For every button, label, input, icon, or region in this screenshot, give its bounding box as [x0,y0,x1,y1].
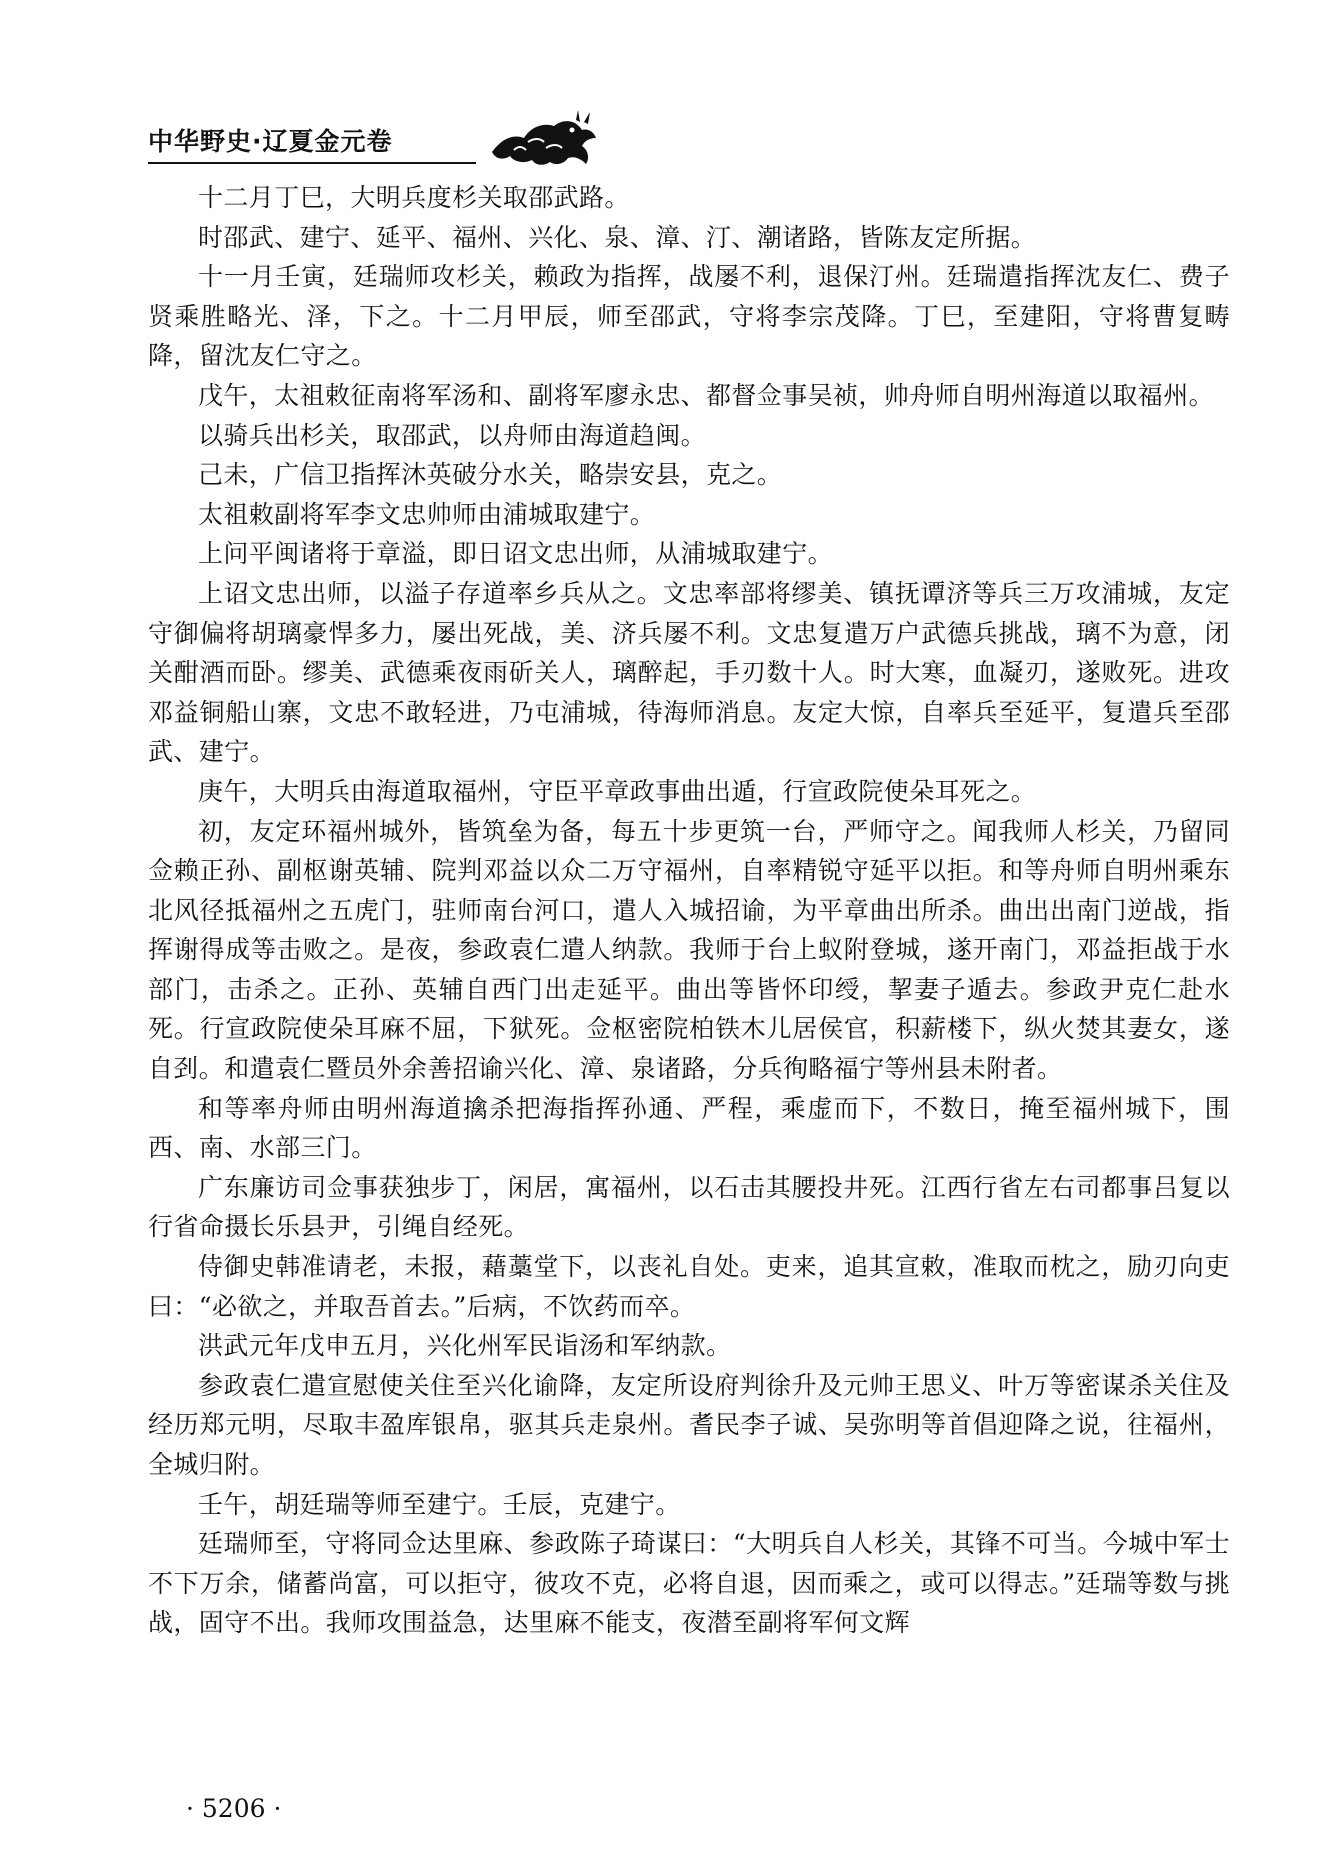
paragraph: 太祖敕副将军李文忠帅师由浦城取建宁。 [198,499,656,529]
paragraph: 以骑兵出杉关，取邵武，以舟师由海道趋闽。 [198,420,707,450]
paragraph: 和等率舟师由明州海道擒杀把海指挥孙通、严程，乘虚而下，不数日，掩至福州城下，围西、南、水部三门。 [148,1093,1230,1163]
paragraph: 廷瑞师至，守将同佥达里麻、参政陈子琦谋曰：“大明兵自人杉关，其锋不可当。今城中军士不下万余，储蓄尚富，可以拒守，彼攻不克，必将自退，因而乘之，或可以得志。”廷瑞等数与挑战，固守不出。我师攻围益急，达里麻不能支，夜潜至副将军何文辉 [148,1529,1230,1638]
body-text [148,178,1230,1643]
paragraph: 侍御史韩准请老，未报，藉藁堂下，以丧礼自处。吏来，追其宣敕，准取而枕之，励刃向吏曰：“必欲之，并取吾首去。”后病，不饮药而卒。 [148,1252,1230,1321]
paragraph: 己未，广信卫指挥沐英破分水关，略崇安县，克之。 [198,460,783,490]
paragraph: 十二月丁巳，大明兵度杉关取邵武路。 [198,183,630,212]
header-rule [148,162,476,164]
header-title: 中华野史·辽夏金元卷 [148,127,393,156]
paragraph: 参政袁仁遣宣慰使关住至兴化谕降，友定所设府判徐升及元帅王思义、叶万等密谋杀关住及经历郑元明，尽取丰盈库银帛，驱其兵走泉州。耆民李子诚、吴弥明等首倡迎降之说，往福州，全城归附。 [148,1370,1230,1479]
paragraph: 洪武元年戊申五月，兴化州军民诣汤和军纳款。 [198,1331,732,1361]
paragraph: 初，友定环福州城外，皆筑垒为备，每五十步更筑一台，严师守之。闻我师人杉关，乃留同佥赖正孙、副枢谢英辅、院判邓益以众二万守福州，自率精锐守延平以拒。和等舟师自明州乘东北风径抵福州之五虎门，驻师南台河口，遣人入城招谕，为平章曲出所杀。曲出出南门逆战，指挥谢得成等击败之。是夜，参政袁仁遣人纳款。我师于台上蚁附登城，遂开南门，邓益拒战于水部门，击杀之。正孙、英辅自西门出走延平。曲出等皆怀印绶，挈妻子遁去。参政尹克仁赴水死。行宣政院使朵耳麻不屈，下狱死。佥枢密院柏铁木儿居侯官，积薪楼下，纵火焚其妻女，遂自刭。和遣袁仁暨员外余善招谕兴化、漳、泉诸路，分兵徇略福宁等州县未附者。 [148,816,1230,1084]
page-number: · 5206 · [186,1794,282,1823]
page-header [148,118,1228,168]
paragraph: 广东廉访司佥事获独步丁，闲居，寓福州，以石击其腰投井死。江西行省左右司都事吕复以行省命摄长乐县尹，引绳自经死。 [148,1172,1230,1242]
paragraph: 上诏文忠出师，以溢子存道率乡兵从之。文忠率部将缪美、镇抚谭济等兵三万攻浦城，友定守御偏将胡璃豪悍多力，屡出死战，美、济兵屡不利。文忠复遣万户武德兵挑战，璃不为意，闭关酣酒而卧。缪美、武德乘夜雨斫关人，璃醉起，手刃数十人。时大寒，血凝刃，遂败死。进攻邓益铜船山寨，文忠不敢轻进，乃屯浦城，待海师消息。友定大惊，自率兵至延平，复遣兵至邵武、建宁。 [148,578,1230,767]
paragraph: 戊午，太祖敕征南将军汤和、副将军廖永忠、都督佥事吴祯，帅舟师自明州海道以取福州。 [198,380,1215,410]
paragraph: 时邵武、建宁、延平、福州、兴化、泉、漳、汀、潮诸路，皆陈友定所据。 [198,222,1037,252]
paragraph: 壬午，胡廷瑞等师至建宁。壬辰，克建宁。 [198,1489,681,1519]
paragraph: 十一月壬寅，廷瑞师攻杉关，赖政为指挥，战屡不利，退保汀州。廷瑞遣指挥沈友仁、费子贤乘胜略光、泽，下之。十二月甲辰，师至邵武，守将李宗茂降。丁巳，至建阳，守将曹复畴降，留沈友仁守之。 [148,262,1230,371]
dragon-emblem-icon [484,108,604,170]
paragraph: 庚午，大明兵由海道取福州，守臣平章政事曲出遁，行宣政院使朵耳死之。 [198,776,1037,806]
paragraph: 上问平闽诸将于章溢，即日诏文忠出师，从浦城取建宁。 [198,539,834,569]
